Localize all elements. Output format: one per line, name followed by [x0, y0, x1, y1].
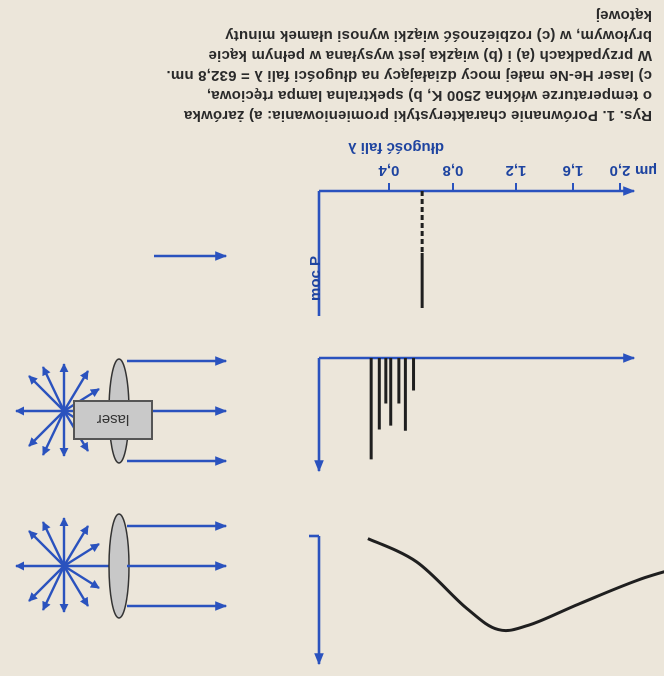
- x-tick-1-6: 1,6: [562, 162, 584, 179]
- axes-a: [309, 536, 319, 664]
- x-axis-label: długość fali λ: [348, 139, 444, 156]
- ray-a-uul: [64, 566, 88, 606]
- ray-b-ddr: [43, 367, 64, 411]
- ray-a-ur: [29, 566, 64, 601]
- y-axis-label: moc P: [307, 255, 324, 301]
- plot-a-curve: [368, 539, 664, 631]
- ray-b-ur: [29, 411, 64, 446]
- ray-a-ddl: [64, 526, 88, 566]
- caption-line-5: bryłowym, w (c) rozbieżność wiązki wynosi ułamek minuty: [225, 27, 652, 44]
- x-tick-0-4: 0,4: [378, 162, 400, 179]
- lens-a: [109, 514, 129, 618]
- caption-line-3: c) laser He-Ne małej mocy działający na długości fali λ = 632,8 nm.: [166, 67, 652, 84]
- axes-c: [319, 191, 634, 316]
- ray-b-dr: [29, 376, 64, 411]
- ray-b-uur: [43, 411, 64, 455]
- x-unit: µm: [635, 162, 657, 179]
- caption-line-4: W przypadkach (a) i (b) wiązka jest wysyłana w pełnym kącie: [208, 47, 652, 64]
- x-tick-0-8: 0,8: [442, 162, 464, 179]
- x-tick-2-0: 2,0: [609, 162, 631, 179]
- laser-box: [73, 400, 153, 440]
- caption-line-1: Rys. 1. Porównanie charakterystyki promieniowania: a) żarówka: [183, 107, 652, 124]
- plot-b-lines: [371, 358, 413, 459]
- laser-label: laser: [96, 411, 130, 429]
- spectrum-curve-a: [368, 539, 664, 631]
- ray-a-ddr: [43, 522, 64, 566]
- axes-b: [319, 358, 634, 471]
- caption-line-2: o temperaturze włókna 2500 K, b) spektralna lampa rtęciowa,: [206, 87, 652, 104]
- caption-line-6: kątowej: [595, 7, 652, 24]
- ray-a-dr: [29, 531, 64, 566]
- x-tick-1-2: 1,2: [505, 162, 527, 179]
- bulb-source-a: [16, 518, 110, 612]
- beam-a: [127, 526, 226, 606]
- ray-a-uur: [43, 566, 64, 610]
